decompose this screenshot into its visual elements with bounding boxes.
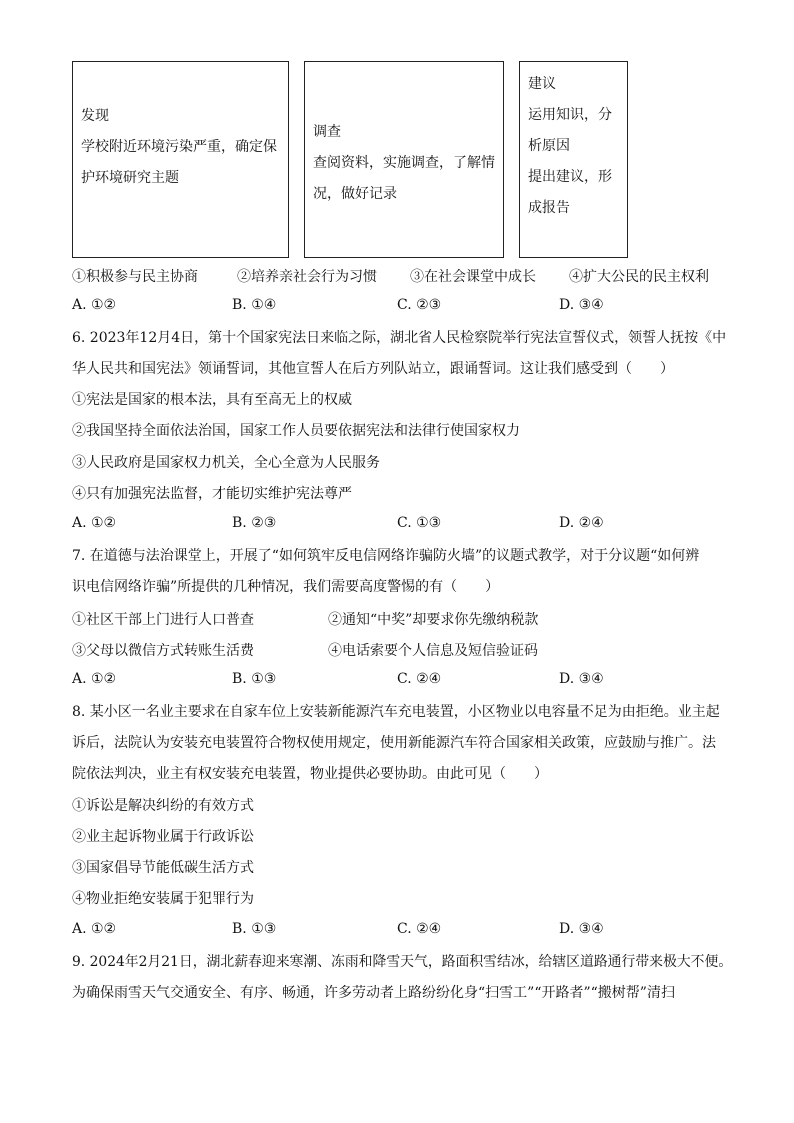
- box-survey-title: 调查: [313, 124, 341, 140]
- q6-statement: ②我国坚持全面依法治国，国家工作人员要依据宪法和法律行使国家权力: [72, 423, 520, 439]
- box-suggest-line: 成报告: [528, 200, 570, 216]
- q7-stem: 7. 在道德与法治课堂上，开展了“如何筑牢反电信网络诈骗防火墙”的议题式教学，对于分议题“如何辨: [72, 548, 700, 564]
- q8-stem: 院依法判决，业主有权安装充电装置，物业提供必要协助。由此可见（ ）: [72, 766, 548, 782]
- option-b: B. ①③: [232, 921, 277, 937]
- statement: ④扩大公民的民主权利: [569, 269, 709, 285]
- option-a: A. ①②: [72, 921, 117, 937]
- option-d: D. ③④: [559, 297, 604, 313]
- statement: ②培养亲社会行为习惯: [237, 269, 377, 285]
- q8-stem: 诉后，法院认为安装充电装置符合物权使用规定，使用新能源汽车符合国家相关政策，应鼓励与推广。法: [72, 735, 716, 751]
- q8-stem: 8. 某小区一名业主要求在自家车位上安装新能源汽车充电装置，小区物业以电容量不足为由拒绝。业主起: [72, 704, 720, 720]
- option-c: C. ①③: [397, 515, 442, 531]
- q6-stem: 6. 2023年12月4日，第十个国家宪法日来临之际，湖北省人民检察院举行宪法宣誓仪式，领誓人抚按《中: [72, 330, 727, 346]
- q8-statement: ③国家倡导节能低碳生活方式: [72, 860, 254, 876]
- statement: ①社区干部上门进行人口普查: [72, 612, 254, 628]
- statement: ③在社会课堂中成长: [410, 269, 536, 285]
- box-survey-line: 查阅资料，实施调查，了解情: [313, 155, 495, 171]
- option-d: D. ②④: [559, 515, 604, 531]
- q6-options: [72, 515, 732, 535]
- option-a: A. ①②: [72, 515, 117, 531]
- statement: ③父母以微信方式转账生活费: [72, 643, 254, 659]
- box-discover-line: 学校附近环境污染严重，确定保: [81, 139, 277, 155]
- box-discover-title: 发现: [81, 108, 109, 124]
- box-suggest-line: 运用知识，分: [528, 107, 612, 123]
- q9-stem: 为确保雨雪天气交通安全、有序、畅通，许多劳动者上路纷纷化身“扫雪工”“开路者”“搬树帮”清扫: [72, 985, 675, 1001]
- q8-statement: ①诉讼是解决纠纷的有效方式: [72, 798, 254, 814]
- q8-statement: ②业主起诉物业属于行政诉讼: [72, 829, 254, 845]
- q5-statements: [72, 266, 732, 286]
- option-b: B. ①④: [232, 297, 277, 313]
- option-c: C. ②③: [397, 297, 442, 313]
- q7-stem: 识电信网络诈骗”所提供的几种情况，我们需要高度警惕的有（ ）: [72, 579, 500, 595]
- box-suggest-line: 析原因: [528, 138, 570, 154]
- box-survey: [304, 61, 504, 258]
- q7-statements-row1: [72, 609, 732, 629]
- option-c: C. ②④: [397, 671, 442, 687]
- option-b: B. ②③: [232, 515, 277, 531]
- q6-statement: ④只有加强宪法监督，才能切实维护宪法尊严: [72, 486, 352, 502]
- q6-stem: 华人民共和国宪法》领诵誓词，其他宣誓人在后方列队站立，跟诵誓词。这让我们感受到（ ）: [72, 361, 674, 377]
- option-a: A. ①②: [72, 297, 117, 313]
- q6-statement: ①宪法是国家的根本法，具有至高无上的权威: [72, 392, 352, 408]
- statement: ④电话索要个人信息及短信验证码: [328, 643, 538, 659]
- option-d: D. ③④: [559, 671, 604, 687]
- option-a: A. ①②: [72, 671, 117, 687]
- box-suggest-line: 提出建议，形: [528, 169, 612, 185]
- option-c: C. ②④: [397, 921, 442, 937]
- box-suggest-title: 建议: [528, 76, 556, 92]
- option-d: D. ③④: [559, 921, 604, 937]
- q9-stem: 9. 2024年2月21日，湖北薪春迎来寒潮、冻雨和降雪天气，路面积雪结冰，给辖区道路通行带来极大不便。: [72, 954, 733, 970]
- statement: ②通知“中奖”却要求你先缴纳税款: [328, 612, 539, 628]
- q7-statements-row2: [72, 640, 732, 660]
- box-discover: [72, 61, 289, 258]
- statement: ①积极参与民主协商: [72, 269, 198, 285]
- q5-options: [72, 297, 732, 317]
- option-b: B. ①③: [232, 671, 277, 687]
- box-discover-line: 护环境研究主题: [81, 170, 179, 186]
- box-survey-line: 况，做好记录: [313, 186, 397, 202]
- q8-options: [72, 921, 732, 941]
- box-suggest: [519, 61, 628, 258]
- q7-options: [72, 671, 732, 691]
- q8-statement: ④物业拒绝安装属于犯罪行为: [72, 891, 254, 907]
- q6-statement: ③人民政府是国家权力机关，全心全意为人民服务: [72, 455, 380, 471]
